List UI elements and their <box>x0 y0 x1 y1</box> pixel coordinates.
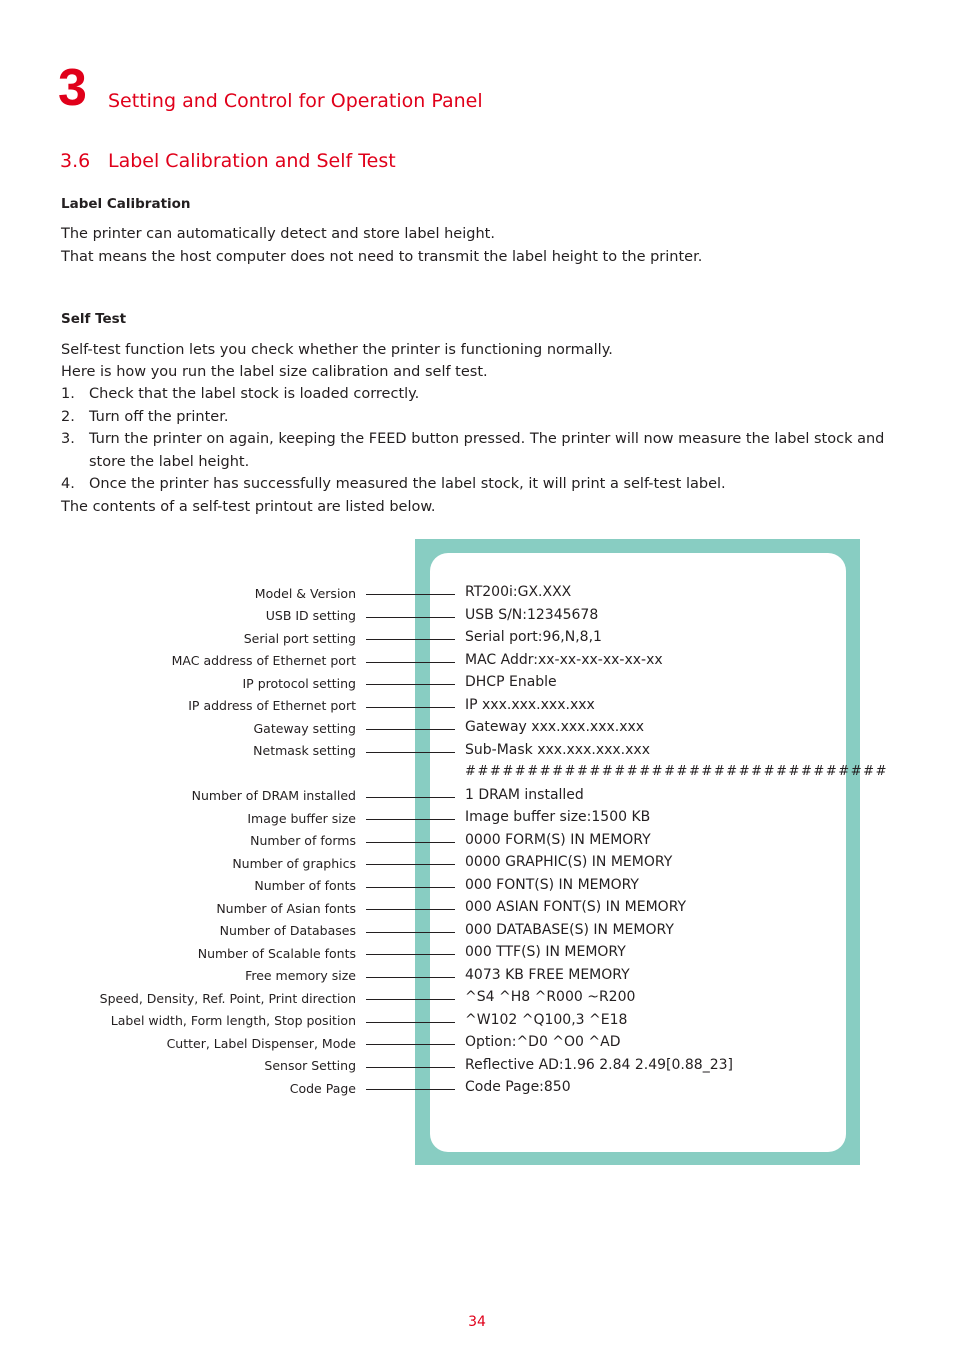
leader-line <box>366 752 455 753</box>
list-item-number: 2. <box>61 409 75 425</box>
callout-label: Number of Databases <box>219 923 356 938</box>
callout-label: Netmask setting <box>253 743 356 758</box>
printout-line: 0000 FORM(S) IN MEMORY <box>465 831 651 848</box>
printout-separator: ################################## <box>465 764 889 779</box>
printout-line: Serial port:96,N,8,1 <box>465 629 602 645</box>
body-text: The contents of a self-test printout are listed below. <box>61 499 436 515</box>
body-text: That means the host computer does not need to transmit the label height to the printer. <box>61 249 703 265</box>
printout-line: 000 TTF(S) IN MEMORY <box>465 944 626 960</box>
callout-label: Image buffer size <box>247 810 356 826</box>
list-item: Check that the label stock is loaded correctly. <box>89 386 420 402</box>
callout-label: Speed, Density, Ref. Point, Print direction <box>99 990 356 1006</box>
printout-line: ^S4 ^H8 ^R000 ~R200 <box>465 989 636 1005</box>
printout-line: 000 DATABASE(S) IN MEMORY <box>465 921 674 938</box>
printout-line: DHCP Enable <box>465 674 557 690</box>
callout-label: Number of Scalable fonts <box>197 945 356 961</box>
list-item-number: 4. <box>61 476 75 492</box>
list-item-continuation: store the label height. <box>89 454 250 470</box>
callout-label: MAC address of Ethernet port <box>171 653 356 668</box>
callout-label: IP address of Ethernet port <box>188 698 356 713</box>
leader-line <box>366 594 455 595</box>
callout-label: Sensor Setting <box>264 1058 356 1073</box>
callout-label: Number of DRAM installed <box>191 788 356 803</box>
leader-line <box>366 662 455 663</box>
leader-line <box>366 999 455 1000</box>
chapter-number: 3 <box>58 59 87 117</box>
list-item: Once the printer has successfully measured the label stock, it will print a self-test label. <box>89 476 726 492</box>
body-text: Self-test function lets you check whether the printer is functioning normally. <box>61 342 613 358</box>
list-item: Turn the printer on again, keeping the FEED button pressed. The printer will now measure the label stock and <box>89 431 885 447</box>
section-number: 3.6 <box>60 150 91 172</box>
page-number: 34 <box>468 1314 486 1330</box>
callout-label: Code Page <box>289 1080 356 1096</box>
printout-line: Sub-Mask xxx.xxx.xxx.xxx <box>465 741 650 758</box>
leader-line <box>366 887 455 888</box>
list-item-number: 3. <box>61 431 75 447</box>
callout-label: Label width, Form length, Stop position <box>110 1013 356 1028</box>
printout-line: Option:^D0 ^O0 ^AD <box>465 1034 621 1050</box>
leader-line <box>366 1067 455 1068</box>
printout-line: MAC Addr:xx-xx-xx-xx-xx-xx <box>465 651 663 668</box>
printout-line: Code Page:850 <box>465 1079 571 1095</box>
callout-label: Number of fonts <box>254 878 356 893</box>
callout-label: Model & Version <box>254 585 356 601</box>
printout-line: 000 FONT(S) IN MEMORY <box>465 876 639 893</box>
printout-line: USB S/N:12345678 <box>465 606 599 623</box>
callout-label: Number of graphics <box>232 855 356 871</box>
leader-line <box>366 639 455 640</box>
callout-label: Number of Asian fonts <box>216 900 356 916</box>
leader-line <box>366 684 455 685</box>
leader-line <box>366 797 455 798</box>
body-text: Here is how you run the label size calibration and self test. <box>61 364 488 380</box>
printout-line: 1 DRAM installed <box>465 786 584 803</box>
callout-label: USB ID setting <box>265 608 356 623</box>
section-title: Label Calibration and Self Test <box>108 150 396 172</box>
leader-line <box>366 977 455 978</box>
printout-line: IP xxx.xxx.xxx.xxx <box>465 696 595 713</box>
callout-label: Free memory size <box>245 968 356 983</box>
callout-label: Cutter, Label Dispenser, Mode <box>166 1035 356 1051</box>
leader-line <box>366 707 455 708</box>
leader-line <box>366 842 455 843</box>
body-text: The printer can automatically detect and store label height. <box>61 226 495 242</box>
leader-line <box>366 909 455 910</box>
printout-line: 4073 KB FREE MEMORY <box>465 966 630 983</box>
self-test-heading: Self Test <box>61 311 127 327</box>
printout-line: RT200i:GX.XXX <box>465 584 572 600</box>
printout-line: ^W102 ^Q100,3 ^E18 <box>465 1011 628 1028</box>
printout-line: Gateway xxx.xxx.xxx.xxx <box>465 719 645 735</box>
callout-label: Gateway setting <box>253 720 356 736</box>
printout-line: Reflective AD:1.96 2.84 2.49[0.88_23] <box>465 1056 733 1073</box>
leader-line <box>366 864 455 865</box>
printout-line: Image buffer size:1500 KB <box>465 809 651 825</box>
leader-line <box>366 729 455 730</box>
label-calibration-heading: Label Calibration <box>61 196 191 212</box>
leader-line <box>366 1089 455 1090</box>
leader-line <box>366 1044 455 1045</box>
callout-label: Number of forms <box>250 833 356 848</box>
leader-line <box>366 932 455 933</box>
leader-line <box>366 1022 455 1023</box>
leader-line <box>366 819 455 820</box>
list-item: Turn off the printer. <box>89 409 229 425</box>
list-item-number: 1. <box>61 386 75 402</box>
leader-line <box>366 954 455 955</box>
leader-line <box>366 617 455 618</box>
callout-label: IP protocol setting <box>242 675 356 691</box>
callout-label: Serial port setting <box>243 630 356 646</box>
printout-line: 000 ASIAN FONT(S) IN MEMORY <box>465 899 687 915</box>
printout-line: 0000 GRAPHIC(S) IN MEMORY <box>465 854 673 870</box>
chapter-title: Setting and Control for Operation Panel <box>108 90 483 112</box>
